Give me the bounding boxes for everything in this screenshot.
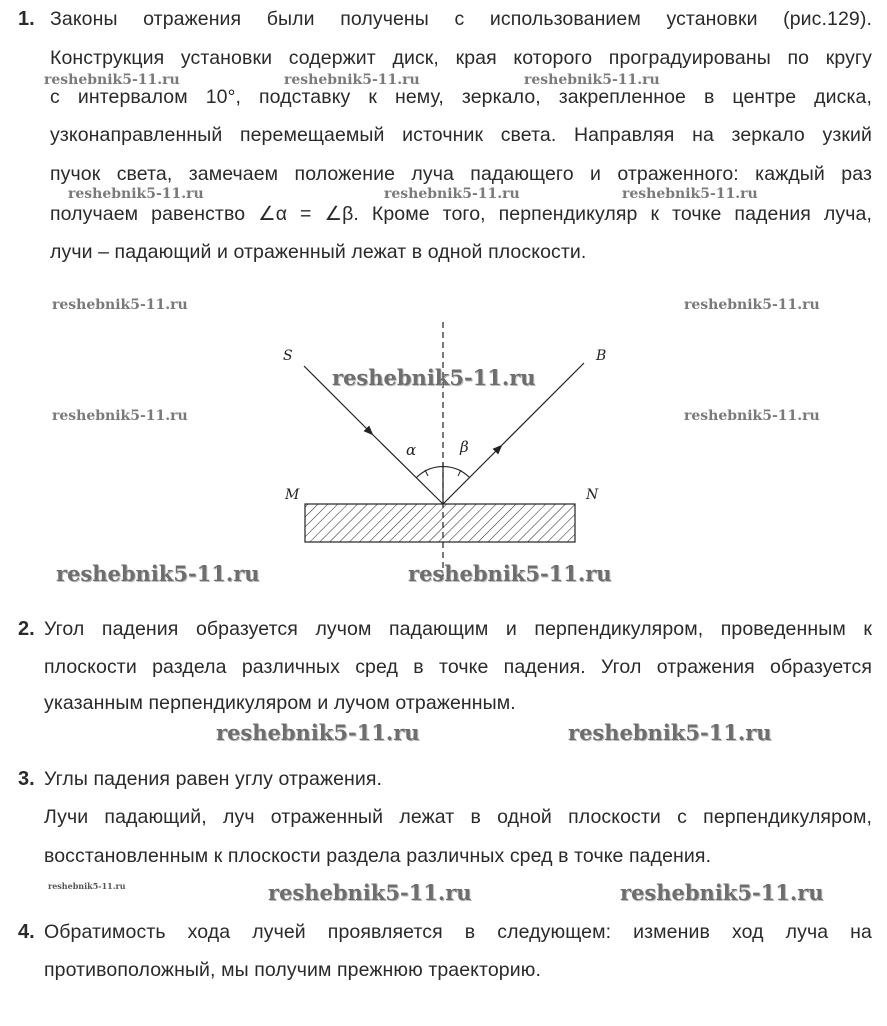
watermark: reshebnik5-11.ru: [52, 408, 188, 424]
text-line: пучок света, замечаем положение луча падающего и отраженного: каждый раз: [50, 163, 872, 185]
watermark: reshebnik5-11.ru: [68, 186, 204, 202]
watermark: reshebnik5-11.ru: [408, 561, 612, 586]
mirror-surface: [305, 504, 575, 542]
text-line: получаем равенство ∠α = ∠β. Кроме того, перпендикуляр к точке падения луча,: [50, 203, 872, 225]
item-number: 1.: [18, 8, 35, 30]
watermark: reshebnik5-11.ru: [44, 72, 180, 88]
text-line: Угол падения образуется лучом падающим и перпендикуляром, проведенным к: [44, 618, 872, 640]
item-number: 2.: [18, 618, 35, 640]
label-m: M: [285, 487, 300, 503]
item-number: 3.: [18, 768, 35, 790]
text-line: Законы отражения были получены с использованием установки (рис.129).: [50, 8, 872, 30]
watermark: reshebnik5-11.ru: [216, 720, 420, 745]
watermark: reshebnik5-11.ru: [332, 365, 536, 390]
watermark: reshebnik5-11.ru: [524, 72, 660, 88]
watermark: reshebnik5-11.ru: [684, 408, 820, 424]
label-beta: β: [460, 438, 469, 456]
watermark: reshebnik5-11.ru: [268, 880, 472, 905]
label-b: B: [596, 348, 607, 364]
text-line: узконаправленный перемещаемый источник света. Направляя на зеркало узкий: [50, 124, 872, 146]
watermark: reshebnik5-11.ru: [620, 880, 824, 905]
watermark: reshebnik5-11.ru: [56, 561, 260, 586]
watermark: reshebnik5-11.ru: [384, 186, 520, 202]
label-n: N: [586, 487, 599, 503]
watermark: reshebnik5-11.ru: [622, 186, 758, 202]
watermark: reshebnik5-11.ru: [48, 881, 126, 891]
watermark: reshebnik5-11.ru: [568, 720, 772, 745]
text-line: Обратимость хода лучей проявляется в следующем: изменив ход луча на: [44, 921, 872, 943]
reflected-ray: [443, 446, 501, 504]
text-line: Лучи падающий, луч отраженный лежат в одной плоскости с перпендикуляром,: [44, 806, 872, 828]
watermark: reshebnik5-11.ru: [684, 297, 820, 313]
text-line: указанным перпендикуляром и лучом отраженным.: [44, 692, 516, 714]
text-line: Углы падения равен углу отражения.: [44, 768, 383, 790]
watermark: reshebnik5-11.ru: [284, 72, 420, 88]
text-line: с интервалом 10°, подставку к нему, зеркало, закрепленное в центре диска,: [50, 86, 872, 108]
text-line: восстановленным к плоскости раздела различных сред в точке падения.: [44, 845, 712, 867]
text-line: Конструкция установки содержит диск, края которого проградуированы по кругу: [50, 47, 872, 69]
watermark: reshebnik5-11.ru: [52, 297, 188, 313]
label-s: S: [283, 348, 293, 364]
text-line: плоскости раздела различных сред в точке падения. Угол отражения образуется: [44, 656, 872, 678]
item-number: 4.: [18, 921, 35, 943]
label-alpha: α: [406, 441, 417, 459]
text-line: лучи – падающий и отраженный лежат в одной плоскости.: [50, 241, 587, 263]
text-line: противоположный, мы получим прежнюю траекторию.: [44, 959, 541, 981]
